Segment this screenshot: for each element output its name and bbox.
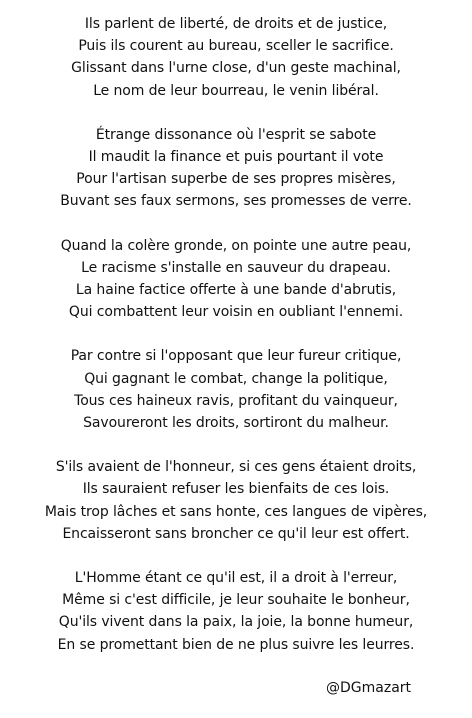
poem-line: Ils sauraient refuser les bienfaits de ces lois. [82, 481, 390, 498]
author-signature: @DGmazart [326, 680, 412, 696]
poem-line: Buvant ses faux sermons, ses promesses de verre. [60, 193, 412, 210]
poem-line: Le nom de leur bourreau, le venin libéral. [93, 82, 379, 99]
stanza-1 [0, 13, 472, 102]
poem-line: Mais trop lâches et sans honte, ces langues de vipères, [44, 503, 428, 520]
stanza-6 [0, 567, 472, 656]
poem [0, 13, 472, 678]
poem-line: Le racisme s'installe en sauveur du drapeau. [81, 259, 391, 276]
poem-line: Savoureront les droits, sortiront du malheur. [83, 415, 389, 432]
poem-line: Étrange dissonance où l'esprit se sabote [95, 126, 377, 143]
poem-line: Qui combattent leur voisin en oubliant l'ennemi. [68, 304, 404, 321]
poem-line: S'ils avaient de l'honneur, si ces gens étaient droits, [55, 459, 417, 476]
poem-line: Glissant dans l'urne close, d'un geste machinal, [71, 60, 401, 77]
poem-line: Par contre si l'opposant que leur fureur critique, [70, 348, 402, 365]
poem-line: Qui gagnant le combat, change la politique, [84, 370, 388, 387]
poem-line: La haine factice offerte à une bande d'abrutis, [75, 282, 397, 299]
poem-line: L'Homme étant ce qu'il est, il a droit à l'erreur, [74, 570, 398, 587]
stanza-3 [0, 235, 472, 324]
poem-line: Quand la colère gronde, on pointe une autre peau, [60, 237, 412, 254]
stanza-2 [0, 124, 472, 213]
stanza-4 [0, 345, 472, 434]
poem-line: Ils parlent de liberté, de droits et de justice, [84, 16, 388, 32]
stanza-5 [0, 456, 472, 545]
poem-line: Même si c'est difficile, je leur souhaite le bonheur, [62, 592, 410, 609]
poem-line: Il maudit la finance et puis pourtant il vote [88, 149, 384, 166]
poem-line: Qu'ils vivent dans la paix, la joie, la bonne humeur, [58, 614, 414, 631]
poem-line: Tous ces haineux ravis, profitant du vainqueur, [74, 392, 398, 409]
poem-line: En se promettant bien de ne plus suivre les leurres. [57, 636, 415, 653]
poem-line: Puis ils courent au bureau, sceller le sacrifice. [78, 38, 394, 55]
poem-line: Encaisseront sans broncher ce qu'il leur est offert. [62, 525, 410, 542]
poem-line: Pour l'artisan superbe de ses propres misères, [76, 171, 396, 188]
